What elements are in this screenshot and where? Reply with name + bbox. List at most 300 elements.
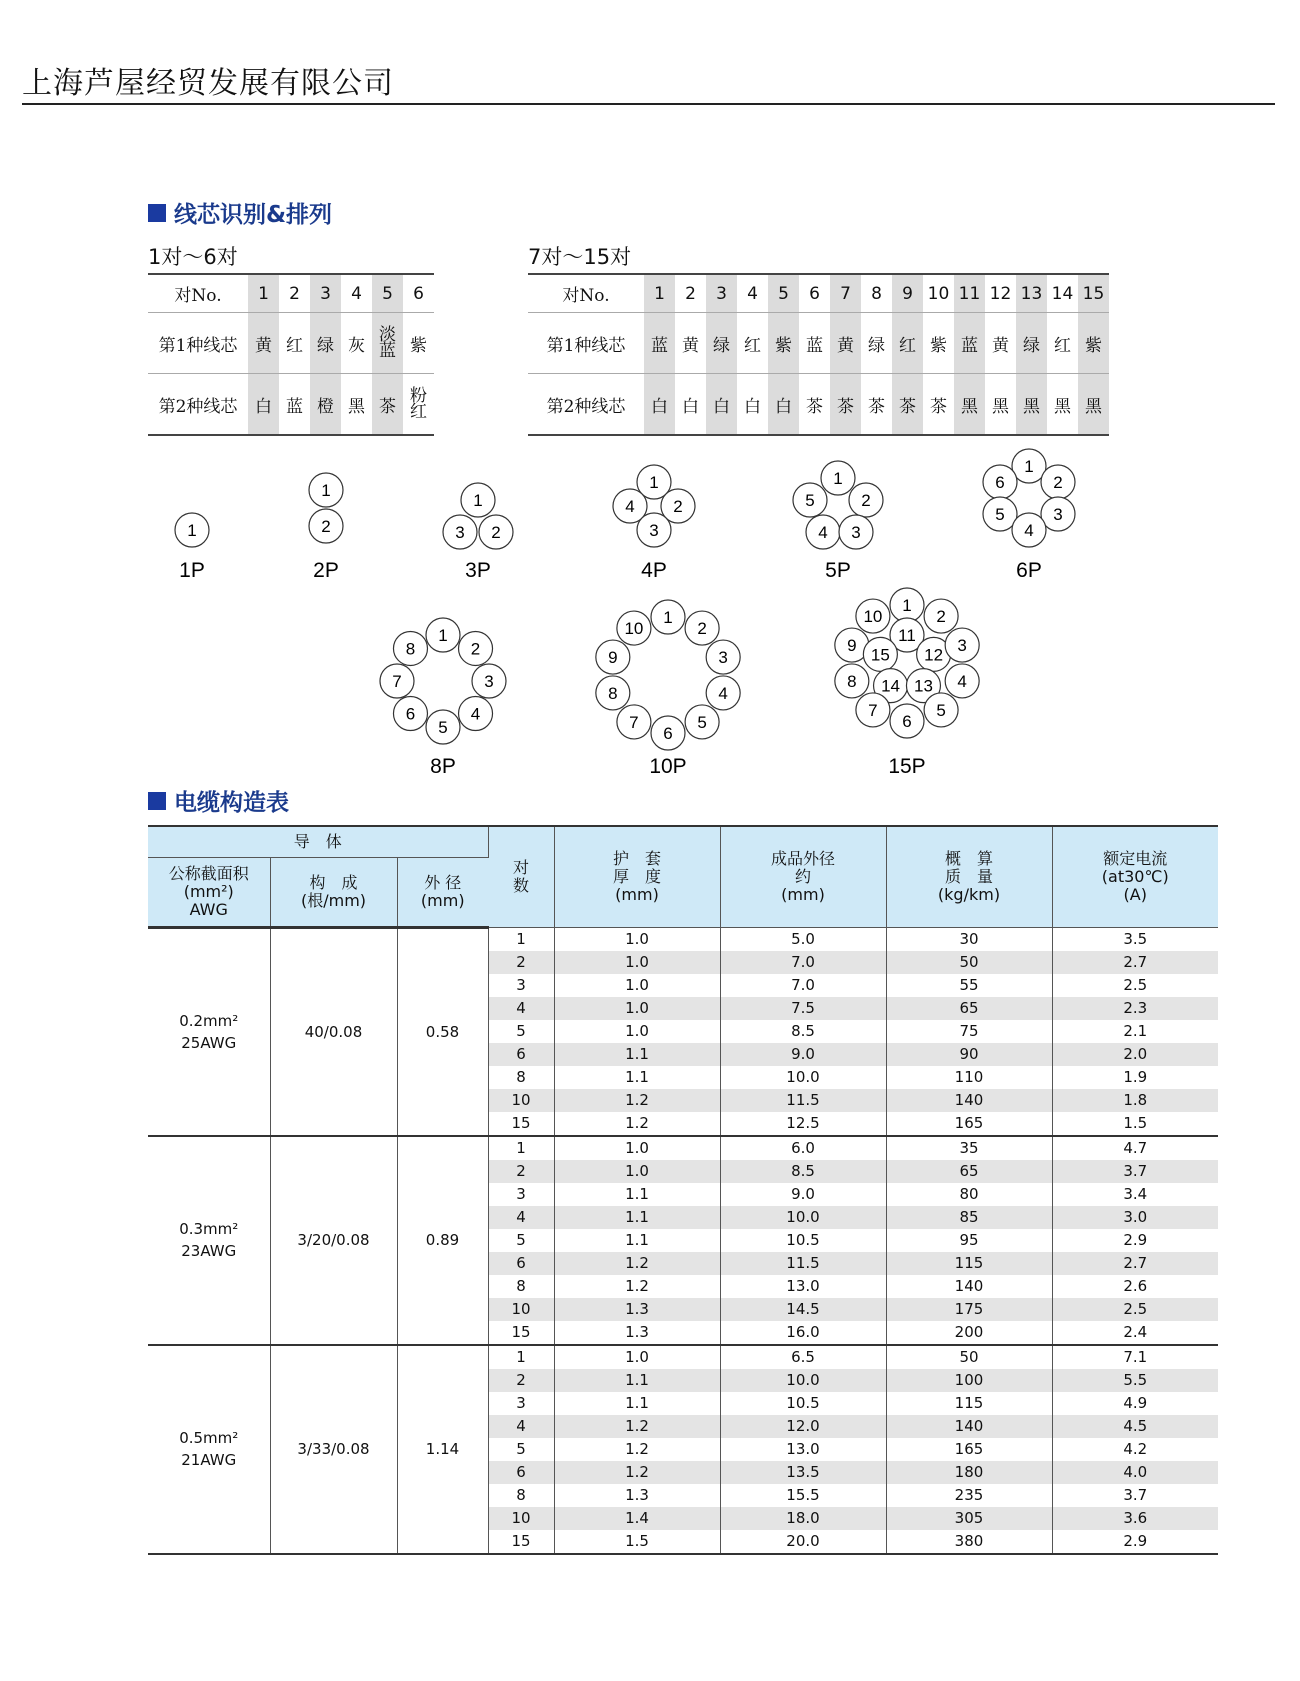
- jacket-cell: 1.0: [554, 1345, 720, 1369]
- core-color: 白: [768, 374, 799, 436]
- pair-number: 1: [248, 274, 279, 313]
- core-number: 2: [936, 607, 946, 627]
- header-od: 外 径 (mm): [397, 857, 488, 927]
- jacket-cell: 1.0: [554, 974, 720, 997]
- core-color: 黑: [341, 374, 372, 436]
- pair-number: 4: [737, 274, 768, 313]
- core-circle: [849, 483, 883, 517]
- jacket-cell: 1.0: [554, 927, 720, 951]
- outer-diameter-cell: 5.0: [720, 927, 886, 951]
- current-cell: 2.9: [1052, 1530, 1218, 1554]
- core-circle: [596, 676, 630, 710]
- jacket-cell: 1.1: [554, 1183, 720, 1206]
- core-color: 蓝: [644, 313, 675, 374]
- core-number: 5: [697, 712, 707, 732]
- core-color: 黑: [1078, 374, 1109, 436]
- core-circle: [1041, 465, 1075, 499]
- core-circle: [890, 704, 924, 738]
- jacket-cell: 1.3: [554, 1484, 720, 1507]
- mass-cell: 305: [886, 1507, 1052, 1530]
- pair-number: 9: [892, 274, 923, 313]
- core-circle: [393, 697, 427, 731]
- mass-cell: 80: [886, 1183, 1052, 1206]
- outer-diameter-cell: 18.0: [720, 1507, 886, 1530]
- subtitle-small: 1对～6对: [148, 245, 238, 269]
- mass-cell: 180: [886, 1461, 1052, 1484]
- pair-number: 2: [279, 274, 310, 313]
- outer-diameter-cell: 7.0: [720, 974, 886, 997]
- current-cell: 3.5: [1123, 930, 1148, 948]
- core-color: 紫: [923, 313, 954, 374]
- core-number: 7: [868, 700, 878, 720]
- core-circle: [945, 628, 979, 662]
- row-label: 第2种线芯: [528, 374, 644, 436]
- core-circle: [426, 618, 460, 652]
- jacket-cell: 1.0: [554, 997, 720, 1020]
- core-circle: [924, 599, 958, 633]
- pairs-cell: 5: [488, 1229, 554, 1252]
- jacket-cell: 1.2: [554, 1275, 720, 1298]
- row-label: 对No.: [148, 274, 248, 313]
- core-circle: [983, 465, 1017, 499]
- core-number: 1: [649, 473, 659, 492]
- pairs-cell: 15: [488, 1530, 554, 1554]
- core-color: 茶: [892, 374, 923, 436]
- outer-diameter-cell: 11.5: [720, 1252, 886, 1275]
- jacket-cell: 1.2: [554, 1438, 720, 1461]
- pairs-cell: 8: [488, 1484, 554, 1507]
- pair-number: 5: [372, 274, 403, 313]
- pairs-cell: 3: [488, 1392, 554, 1415]
- core-circle: [863, 637, 897, 671]
- header-area: 公称截面积 (mm²) AWG: [148, 857, 270, 927]
- mass-cell: 140: [886, 1415, 1052, 1438]
- core-circle: [472, 664, 506, 698]
- current-cell: 4.5: [1052, 1415, 1218, 1438]
- arrangement-label: 6P: [1016, 559, 1042, 582]
- core-color: 黑: [1047, 374, 1078, 436]
- core-number: 1: [833, 469, 843, 488]
- jacket-cell: 1.1: [554, 1066, 720, 1089]
- core-number: 14: [881, 676, 901, 696]
- jacket-cell: 1.0: [554, 951, 720, 974]
- core-circle: [459, 697, 493, 731]
- core-color: 茶: [372, 374, 403, 436]
- pairs-cell: 3: [488, 1183, 554, 1206]
- outer-diameter-cell: 10.0: [720, 1206, 886, 1229]
- core-circle: [617, 705, 651, 739]
- area-cell: 0.5mm² 21AWG: [148, 1345, 270, 1554]
- mass-cell: 115: [886, 1252, 1052, 1275]
- core-color: 红: [279, 313, 310, 374]
- core-circle: [924, 693, 958, 727]
- core-number: 3: [718, 648, 728, 668]
- mass-cell: 85: [886, 1206, 1052, 1229]
- current-cell: 3.4: [1123, 1185, 1148, 1203]
- core-number: 3: [957, 636, 967, 656]
- core-circle: [479, 515, 513, 549]
- arrangement-label: 4P: [641, 559, 667, 582]
- core-color: 黄: [985, 313, 1016, 374]
- jacket-cell: 1.3: [554, 1298, 720, 1321]
- current-cell: 4.0: [1052, 1461, 1218, 1484]
- current-cell: 4.7: [1123, 1139, 1148, 1157]
- jacket-cell: 1.5: [554, 1530, 720, 1554]
- arrangement-label: 2P: [313, 559, 339, 582]
- outer-diameter-cell: 13.0: [720, 1275, 886, 1298]
- current-cell: 1.5: [1052, 1112, 1218, 1136]
- row-label: 第2种线芯: [148, 374, 248, 436]
- mass-cell: 30: [886, 927, 1052, 951]
- core-circle: [821, 461, 855, 495]
- pair-number: 3: [706, 274, 737, 313]
- arrangement-diagrams: [0, 0, 1300, 780]
- construction-cell: 3/33/0.08: [270, 1345, 397, 1554]
- jacket-cell: 1.2: [554, 1415, 720, 1438]
- jacket-cell: 1.1: [554, 1229, 720, 1252]
- core-number: 2: [470, 639, 481, 659]
- core-number: 6: [405, 704, 416, 724]
- mass-cell: 55: [886, 974, 1052, 997]
- jacket-cell: 1.2: [554, 1461, 720, 1484]
- jacket-cell: 1.2: [554, 1112, 720, 1136]
- pairs-cell: 8: [488, 1066, 554, 1089]
- mass-cell: 115: [886, 1392, 1052, 1415]
- arrangement-label: 10P: [649, 755, 687, 778]
- header-outer-diameter: 成品外径 约 (mm): [720, 826, 886, 927]
- core-number: 10: [624, 619, 644, 639]
- core-color: 茶: [923, 374, 954, 436]
- od-cell: 1.14: [397, 1345, 488, 1554]
- pairs-cell: 5: [488, 1438, 554, 1461]
- pairs-cell: 4: [488, 997, 554, 1020]
- arrangement-label: 15P: [888, 755, 926, 778]
- pairs-cell: 8: [488, 1275, 554, 1298]
- pair-number: 13: [1016, 274, 1047, 313]
- outer-diameter-cell: 6.5: [720, 1345, 886, 1369]
- mass-cell: 175: [886, 1298, 1052, 1321]
- pair-number: 4: [341, 274, 372, 313]
- pairs-cell: 15: [488, 1321, 554, 1345]
- outer-diameter-cell: 11.5: [720, 1089, 886, 1112]
- core-number: 9: [608, 648, 618, 668]
- core-color: 紫: [403, 313, 434, 374]
- core-number: 4: [718, 683, 728, 703]
- core-number: 5: [438, 718, 448, 737]
- table-row: [148, 1136, 1218, 1160]
- current-cell: 2.4: [1052, 1321, 1218, 1345]
- outer-diameter-cell: 7.5: [720, 997, 886, 1020]
- pair-number: 15: [1078, 274, 1109, 313]
- pair-number: 7: [830, 274, 861, 313]
- core-color: 绿: [706, 313, 737, 374]
- core-color: 淡 蓝: [372, 313, 403, 374]
- core-circle: [651, 716, 685, 750]
- core-color: 白: [737, 374, 768, 436]
- core-number: 3: [649, 521, 659, 540]
- core-number: 2: [1053, 473, 1063, 492]
- outer-diameter-cell: 10.5: [720, 1229, 886, 1252]
- core-circle: [685, 611, 719, 645]
- pairs-cell: 15: [488, 1112, 554, 1136]
- core-color: 黄: [248, 313, 279, 374]
- pairs-cell: 2: [488, 1369, 554, 1392]
- core-number: 8: [405, 639, 416, 659]
- core-circle: [637, 513, 671, 547]
- subtitle-large: 7对～15对: [528, 245, 632, 269]
- core-color: 蓝: [954, 313, 985, 374]
- jacket-cell: 1.3: [554, 1321, 720, 1345]
- pair-number: 2: [675, 274, 706, 313]
- pairs-cell: 10: [488, 1507, 554, 1530]
- current-cell: 4.9: [1123, 1394, 1148, 1412]
- core-circle: [685, 705, 719, 739]
- core-number: 4: [957, 671, 967, 691]
- core-number: 1: [902, 596, 912, 615]
- pair-number: 1: [644, 274, 675, 313]
- mass-cell: 200: [886, 1321, 1052, 1345]
- outer-diameter-cell: 10.5: [720, 1392, 886, 1415]
- mass-cell: 50: [886, 951, 1052, 974]
- core-circle: [596, 640, 630, 674]
- outer-diameter-cell: 13.5: [720, 1461, 886, 1484]
- core-color: 蓝: [279, 374, 310, 436]
- core-color: 白: [644, 374, 675, 436]
- core-color: 黑: [954, 374, 985, 436]
- pair-number: 14: [1047, 274, 1078, 313]
- mass-cell: 95: [886, 1229, 1052, 1252]
- pair-number: 6: [403, 274, 434, 313]
- current-cell: 2.5: [1123, 976, 1148, 994]
- pairs-cell: 3: [488, 974, 554, 997]
- core-number: 2: [673, 497, 683, 516]
- current-cell: 7.1: [1123, 1348, 1148, 1366]
- section-title-cable: [148, 784, 289, 817]
- arrangement-label: 8P: [430, 755, 456, 778]
- core-circle: [461, 483, 495, 517]
- current-cell: 3.6: [1052, 1507, 1218, 1530]
- mass-cell: 50: [886, 1345, 1052, 1369]
- core-number: 2: [697, 619, 707, 639]
- jacket-cell: 1.0: [554, 1020, 720, 1043]
- header-jacket: 护 套 厚 度 (mm): [554, 826, 720, 927]
- core-circle: [175, 513, 209, 547]
- pairs-cell: 6: [488, 1252, 554, 1275]
- mass-cell: 35: [886, 1136, 1052, 1160]
- section-title-text: 线芯识别&排列: [174, 202, 333, 228]
- pairs-cell: 2: [488, 951, 554, 974]
- core-circle: [443, 515, 477, 549]
- core-number: 8: [608, 683, 618, 703]
- core-circle: [617, 611, 651, 645]
- mass-cell: 165: [886, 1438, 1052, 1461]
- mass-cell: 65: [886, 1160, 1052, 1183]
- pairs-cell: 6: [488, 1461, 554, 1484]
- core-color: 粉 红: [403, 374, 434, 436]
- core-number: 4: [625, 497, 635, 516]
- current-cell: 1.9: [1123, 1068, 1148, 1086]
- pairs-cell: 1: [488, 1136, 554, 1160]
- core-number: 2: [321, 517, 331, 536]
- core-number: 2: [491, 523, 501, 542]
- core-color: 白: [675, 374, 706, 436]
- header-conductor: 导 体: [148, 826, 488, 857]
- outer-diameter-cell: 13.0: [720, 1438, 886, 1461]
- core-circle: [380, 664, 414, 698]
- core-color: 绿: [310, 313, 341, 374]
- current-cell: 4.2: [1123, 1440, 1148, 1458]
- core-number: 7: [392, 672, 402, 691]
- current-cell: 2.0: [1052, 1043, 1218, 1066]
- core-number: 2: [861, 491, 871, 510]
- core-number: 1: [321, 481, 331, 500]
- core-color: 白: [248, 374, 279, 436]
- pair-number: 8: [861, 274, 892, 313]
- core-number: 4: [470, 704, 481, 724]
- core-color: 茶: [830, 374, 861, 436]
- core-number: 15: [870, 645, 890, 665]
- core-circle: [890, 588, 924, 622]
- core-circle: [393, 631, 427, 665]
- mass-cell: 165: [886, 1112, 1052, 1136]
- header-construction: 构 成 (根/mm): [270, 857, 397, 927]
- core-circle: [856, 599, 890, 633]
- construction-cell: 40/0.08: [270, 927, 397, 1136]
- outer-diameter-cell: 7.0: [720, 951, 886, 974]
- mass-cell: 110: [886, 1066, 1052, 1089]
- outer-diameter-cell: 15.5: [720, 1484, 886, 1507]
- jacket-cell: 1.1: [554, 1043, 720, 1066]
- core-color: 茶: [861, 374, 892, 436]
- current-cell: 2.3: [1052, 997, 1218, 1020]
- pairs-cell: 6: [488, 1043, 554, 1066]
- outer-diameter-cell: 12.5: [720, 1112, 886, 1136]
- core-number: 1: [1024, 457, 1034, 476]
- outer-diameter-cell: 8.5: [720, 1160, 886, 1183]
- core-circle: [806, 515, 840, 549]
- core-color: 红: [737, 313, 768, 374]
- outer-diameter-cell: 16.0: [720, 1321, 886, 1345]
- jacket-cell: 1.1: [554, 1392, 720, 1415]
- core-number: 1: [473, 491, 483, 510]
- pairs-cell: 5: [488, 1020, 554, 1043]
- jacket-cell: 1.0: [554, 1160, 720, 1183]
- row-label: 对No.: [528, 274, 644, 313]
- current-cell: 3.7: [1052, 1160, 1218, 1183]
- pairs-cell: 1: [488, 1345, 554, 1369]
- core-circle: [706, 640, 740, 674]
- current-cell: 1.8: [1052, 1089, 1218, 1112]
- mass-cell: 65: [886, 997, 1052, 1020]
- core-color: 黄: [675, 313, 706, 374]
- outer-diameter-cell: 10.0: [720, 1066, 886, 1089]
- core-circle: [459, 631, 493, 665]
- core-circle: [309, 473, 343, 507]
- core-circle: [1012, 513, 1046, 547]
- current-cell: 2.7: [1052, 1252, 1218, 1275]
- row-label: 第1种线芯: [528, 313, 644, 374]
- od-cell: 0.58: [397, 927, 488, 1136]
- current-cell: 3.0: [1052, 1206, 1218, 1229]
- jacket-cell: 1.0: [554, 1136, 720, 1160]
- core-number: 6: [902, 712, 912, 731]
- arrangement-label: 5P: [825, 559, 851, 582]
- header-pairs: 对 数: [488, 826, 554, 927]
- current-cell: 2.9: [1123, 1231, 1148, 1249]
- table-row: [148, 1345, 1218, 1369]
- header-mass: 概 算 质 量 (kg/km): [886, 826, 1052, 927]
- area-cell: 0.2mm² 25AWG: [148, 927, 270, 1136]
- pairs-cell: 4: [488, 1415, 554, 1438]
- core-number: 5: [805, 491, 815, 510]
- core-circle: [309, 509, 343, 543]
- core-circle: [945, 664, 979, 698]
- core-color: 绿: [861, 313, 892, 374]
- arrangement-label: 3P: [465, 559, 491, 582]
- core-circle: [856, 693, 890, 727]
- pairs-cell: 10: [488, 1089, 554, 1112]
- core-color: 黑: [1016, 374, 1047, 436]
- core-color: 黑: [985, 374, 1016, 436]
- mass-cell: 100: [886, 1369, 1052, 1392]
- outer-diameter-cell: 10.0: [720, 1369, 886, 1392]
- outer-diameter-cell: 9.0: [720, 1183, 886, 1206]
- core-number: 5: [995, 505, 1005, 524]
- core-number: 1: [187, 521, 197, 540]
- pairs-cell: 2: [488, 1160, 554, 1183]
- row-label: 第1种线芯: [148, 313, 248, 374]
- pair-number: 11: [954, 274, 985, 313]
- jacket-cell: 1.1: [554, 1369, 720, 1392]
- table-row: [148, 927, 1218, 951]
- area-cell: 0.3mm² 23AWG: [148, 1136, 270, 1345]
- mass-cell: 140: [886, 1275, 1052, 1298]
- current-cell: 3.7: [1123, 1486, 1148, 1504]
- core-circle: [793, 483, 827, 517]
- core-color: 红: [892, 313, 923, 374]
- header-current: 额定电流 (at30℃) (A): [1052, 826, 1218, 927]
- core-number: 10: [863, 607, 883, 627]
- current-cell: 5.5: [1052, 1369, 1218, 1392]
- pair-number: 3: [310, 274, 341, 313]
- cable-construction-table: [148, 825, 1218, 1555]
- outer-diameter-cell: 6.0: [720, 1136, 886, 1160]
- core-color: 蓝: [799, 313, 830, 374]
- core-color: 灰: [341, 313, 372, 374]
- section-square-icon: [148, 792, 166, 810]
- od-cell: 0.89: [397, 1136, 488, 1345]
- core-number: 7: [629, 712, 639, 732]
- mass-cell: 75: [886, 1020, 1052, 1043]
- core-number: 4: [818, 523, 828, 542]
- mass-cell: 140: [886, 1089, 1052, 1112]
- core-color: 茶: [799, 374, 830, 436]
- core-color: 橙: [310, 374, 341, 436]
- pairs-cell: 10: [488, 1298, 554, 1321]
- mass-cell: 235: [886, 1484, 1052, 1507]
- core-color: 红: [1047, 313, 1078, 374]
- current-cell: 2.7: [1052, 951, 1218, 974]
- core-color: 紫: [768, 313, 799, 374]
- company-name: 上海芦屋经贸发展有限公司: [22, 66, 394, 101]
- core-number: 6: [995, 473, 1005, 492]
- pair-number: 6: [799, 274, 830, 313]
- core-number: 12: [924, 645, 944, 665]
- core-number: 3: [455, 523, 465, 542]
- pairs-cell: 1: [488, 927, 554, 951]
- core-number: 3: [484, 672, 494, 691]
- jacket-cell: 1.2: [554, 1252, 720, 1275]
